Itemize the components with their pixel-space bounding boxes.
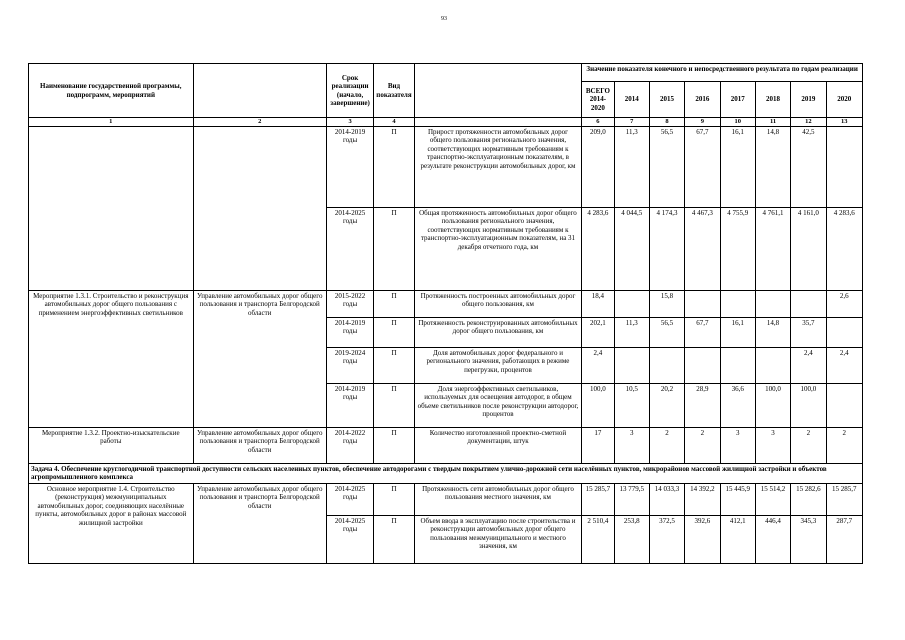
table-row [29,127,863,208]
column-number [414,118,582,127]
value-cell: 14 392,2 [685,484,720,516]
value-cell: 15 445,9 [720,484,755,516]
value-cell: 67,7 [685,127,720,208]
value-cell [755,348,790,384]
value-cell [826,318,862,348]
value-cell: 15 285,7 [826,484,862,516]
value-cell: 28,9 [685,384,720,428]
task-row [29,464,863,484]
value-cell: 4 161,0 [791,208,826,291]
column-number: 6 [582,118,614,127]
value-cell: 3 [614,428,649,464]
value-cell: 100,0 [755,384,790,428]
value-cell: 2 [791,428,826,464]
header-total: ВСЕГО 2014-2020 [582,82,614,118]
value-cell [826,384,862,428]
term-cell: 2019-2024 годы [326,348,373,384]
indicator-cell: Протяженность сети автомобильных дорог общего пользования местного значения, км [414,484,582,516]
value-cell [755,291,790,318]
column-number: 11 [755,118,790,127]
kind-cell: П [374,127,414,208]
kind-cell: П [374,348,414,384]
kind-cell: П [374,428,414,464]
value-cell: 36,6 [720,384,755,428]
term-cell: 2014-2019 годы [326,318,373,348]
term-cell: 2014-2025 годы [326,208,373,291]
column-number: 2 [193,118,326,127]
header-year: 2014 [614,82,649,118]
kind-cell: П [374,318,414,348]
header-values-title: Значение показателя конечного и непосредственного результата по годам реализации [582,64,863,82]
value-cell: 2,6 [826,291,862,318]
table-row [29,428,863,464]
column-number: 8 [649,118,684,127]
table-row [29,291,863,318]
value-cell: 20,2 [649,384,684,428]
term-cell: 2014-2022 годы [326,428,373,464]
value-cell: 2 [649,428,684,464]
value-cell: 10,5 [614,384,649,428]
value-cell: 100,0 [791,384,826,428]
column-number: 3 [326,118,373,127]
value-cell: 56,5 [649,127,684,208]
measure-name: Мероприятие 1.3.2. Проектно-изыскательские работы [29,428,194,464]
header-year: 2016 [685,82,720,118]
value-cell: 2 [826,428,862,464]
value-total: 202,1 [582,318,614,348]
value-total: 209,0 [582,127,614,208]
value-cell: 287,7 [826,516,862,564]
measure-executor: Управление автомобильных дорог общего пользования и транспорта Белгородской области [193,291,326,428]
page-number: 93 [441,16,447,22]
value-total: 15 285,7 [582,484,614,516]
value-cell: 42,5 [791,127,826,208]
value-total: 4 283,6 [582,208,614,291]
value-cell [614,291,649,318]
term-cell: 2014-2019 годы [326,127,373,208]
value-cell: 253,8 [614,516,649,564]
kind-cell: П [374,208,414,291]
header-year: 2020 [826,82,862,118]
value-total: 18,4 [582,291,614,318]
value-cell [826,127,862,208]
value-cell: 3 [720,428,755,464]
header-kind: Вид показателя [374,64,414,118]
header-term: Срок реализации (начало, завершение) [326,64,373,118]
value-cell: 412,1 [720,516,755,564]
value-total: 2,4 [582,348,614,384]
indicator-cell: Количество изготовленной проектно-сметной документации, штук [414,428,582,464]
header-executor [193,64,326,118]
value-cell: 16,1 [720,127,755,208]
indicator-cell: Общая протяженность автомобильных дорог общего пользования регионального значения, соответствующих нормативным требованиям к транспортно-эксплуатационным показателям, на 31 декабря отчетного года, км [414,208,582,291]
value-cell: 13 779,5 [614,484,649,516]
term-cell: 2015-2022 годы [326,291,373,318]
value-cell: 14 033,3 [649,484,684,516]
executor-cell-empty [193,127,326,291]
kind-cell: П [374,516,414,564]
value-cell: 4 755,9 [720,208,755,291]
header-year: 2018 [755,82,790,118]
value-cell: 11,3 [614,127,649,208]
value-cell: 4 283,6 [826,208,862,291]
value-cell: 15,8 [649,291,684,318]
results-table [28,63,863,564]
value-cell: 2,4 [791,348,826,384]
value-cell [720,291,755,318]
indicator-cell: Доля энергоэффективных светильников, используемых для освещения автодорог, в общем объеме светильников после реконструкции автодорог, процентов [414,384,582,428]
measure-executor: Управление автомобильных дорог общего пользования и транспорта Белгородской области [193,428,326,464]
value-cell: 4 761,1 [755,208,790,291]
column-number: 1 [29,118,194,127]
measure-name: Мероприятие 1.3.1. Строительство и реконструкция автомобильных дорог общего пользования с применением энергоэффективных светильников [29,291,194,428]
value-cell: 2 [685,428,720,464]
column-number: 4 [374,118,414,127]
indicator-cell: Прирост протяженности автомобильных дорог общего пользования регионального значения, соответствующих нормативным требованиям к транспортно-эксплуатационным показателям, в результате реконструкции автомобильных дорог, км [414,127,582,208]
value-cell: 67,7 [685,318,720,348]
value-cell: 3 [755,428,790,464]
indicator-cell: Доля автомобильных дорог федерального и регионального значения, работающих в режиме перегрузки, процентов [414,348,582,384]
value-cell: 14,8 [755,318,790,348]
header-indicator [414,64,582,118]
value-cell: 4 174,3 [649,208,684,291]
value-cell [685,291,720,318]
column-number: 13 [826,118,862,127]
kind-cell: П [374,291,414,318]
measure-executor: Управление автомобильных дорог общего пользования и транспорта Белгородской области [193,484,326,564]
value-cell: 35,7 [791,318,826,348]
task-title: Задача 4. Обеспечение круглогодичной транспортной доступности сельских населенных пунктов, обеспечение автодорогами с твердым покрытием улично-дорожной сети населённых пунктов, микрорайонов массовой жилищной застройки и объектов агропромышленного комплекса [29,464,863,484]
value-cell [649,348,684,384]
value-cell: 345,3 [791,516,826,564]
value-cell: 15 514,2 [755,484,790,516]
program-cell-empty [29,127,194,291]
indicator-cell: Протяженность реконструированных автомобильных дорог общего пользования, км [414,318,582,348]
value-total: 100,0 [582,384,614,428]
value-cell: 446,4 [755,516,790,564]
indicator-cell: Протяженность построенных автомобильных дорог общего пользования, км [414,291,582,318]
table-row [29,484,863,516]
column-number: 7 [614,118,649,127]
value-cell: 14,8 [755,127,790,208]
value-cell [614,348,649,384]
value-cell: 372,5 [649,516,684,564]
header-year: 2019 [791,82,826,118]
column-number: 12 [791,118,826,127]
value-total: 2 510,4 [582,516,614,564]
value-total: 17 [582,428,614,464]
indicator-cell: Объем ввода в эксплуатацию после строительства и реконструкции автомобильных дорог общего пользования межмуниципального и местного значения, км [414,516,582,564]
value-cell [791,291,826,318]
value-cell: 4 044,5 [614,208,649,291]
header-year: 2017 [720,82,755,118]
column-number: 10 [720,118,755,127]
term-cell: 2014-2025 годы [326,516,373,564]
header-program: Наименование государственной программы, подпрограмм, мероприятий [29,64,194,118]
term-cell: 2014-2019 годы [326,384,373,428]
value-cell: 4 467,3 [685,208,720,291]
value-cell: 2,4 [826,348,862,384]
measure-name: Основное мероприятие 1.4. Строительство (реконструкция) межмуниципальных автомобильных дорог, соединяющих населённые пункты, автомобильных дорог в районах массовой жилищной застройки [29,484,194,564]
kind-cell: П [374,384,414,428]
column-number: 9 [685,118,720,127]
term-cell: 2014-2025 годы [326,484,373,516]
value-cell: 392,6 [685,516,720,564]
kind-cell: П [374,484,414,516]
value-cell: 16,1 [720,318,755,348]
header-year: 2015 [649,82,684,118]
value-cell: 15 282,6 [791,484,826,516]
value-cell: 56,5 [649,318,684,348]
value-cell [720,348,755,384]
value-cell: 11,3 [614,318,649,348]
value-cell [685,348,720,384]
